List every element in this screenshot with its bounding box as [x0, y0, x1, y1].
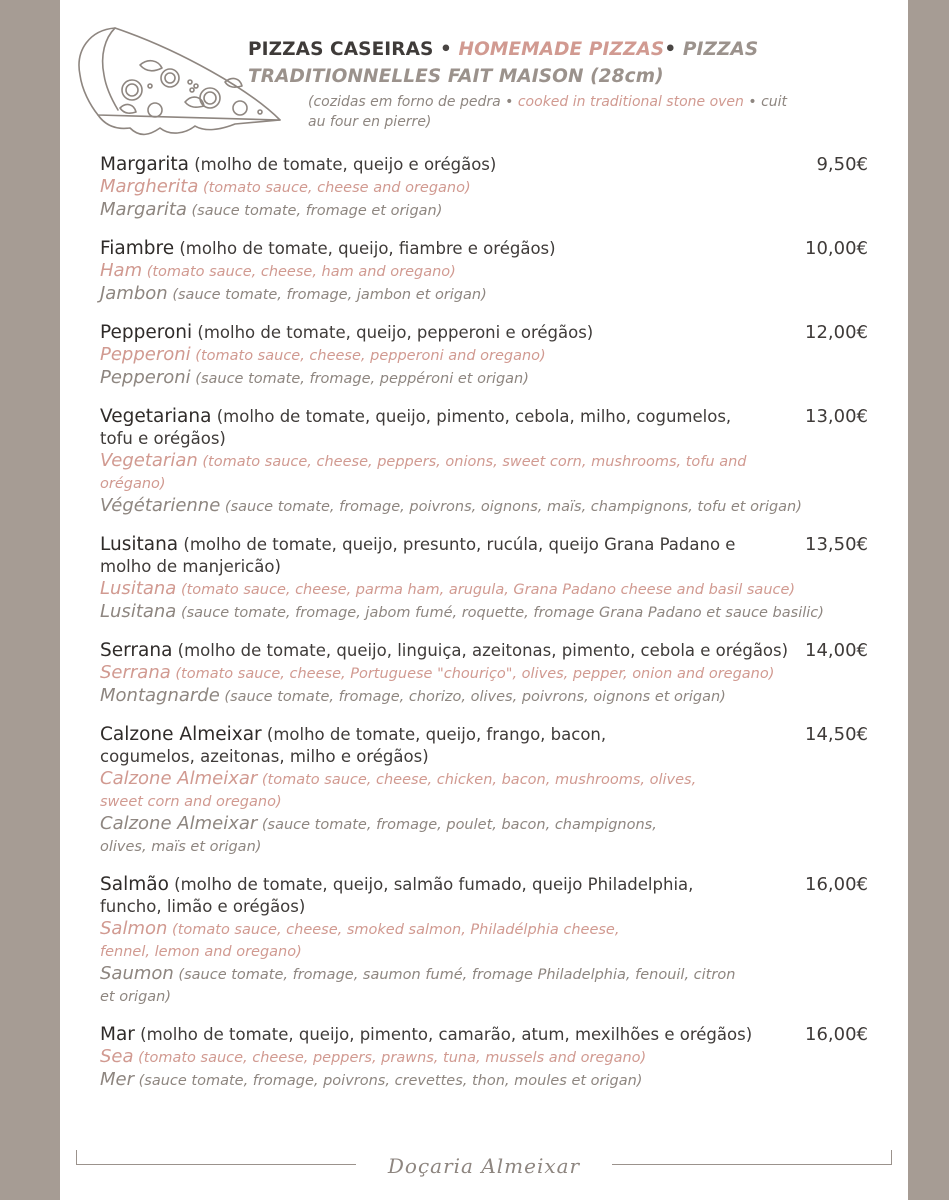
- item-ingredients-pt: (molho de tomate, queijo, pepperoni e orégãos): [192, 323, 594, 342]
- item-ingredients-fr: (sauce tomate, fromage, peppéroni et origan): [190, 371, 529, 387]
- item-description-fr: [100, 813, 700, 858]
- item-ingredients-pt: (molho de tomate, queijo, pimento, camarão, atum, mexilhões e orégãos): [134, 1025, 753, 1044]
- item-description-en: [100, 918, 670, 963]
- item-description-pt: [100, 724, 700, 768]
- subtitle-separator: •: [505, 94, 514, 110]
- item-price: 9,50€: [816, 154, 868, 175]
- item-description-en: [100, 578, 868, 601]
- subtitle-en: cooked in traditional stone oven: [517, 94, 744, 110]
- item-description-en: [100, 450, 800, 495]
- item-name-en: Margherita: [100, 176, 199, 197]
- section-title: [248, 36, 808, 90]
- item-ingredients-en: (tomato sauce, cheese, parma ham, arugula, Grana Padano cheese and basil sauce): [176, 582, 796, 598]
- menu-header: [248, 36, 808, 132]
- menu-item-calzone-almeixar: [100, 724, 868, 858]
- menu-item-vegetariana: [100, 406, 868, 518]
- menu-item-salmao: [100, 874, 868, 1008]
- item-ingredients-en: (tomato sauce, cheese and oregano): [198, 180, 471, 196]
- item-name-fr: Jambon: [100, 283, 168, 304]
- menu-list: [100, 154, 868, 1108]
- item-description-en: [100, 176, 800, 199]
- item-name-fr: Lusitana: [100, 601, 177, 622]
- item-name-pt: Calzone Almeixar: [100, 724, 262, 745]
- item-name-pt: Vegetariana: [100, 406, 212, 427]
- item-name-fr: Saumon: [100, 963, 174, 984]
- item-name-fr: Pepperoni: [100, 367, 191, 388]
- item-description-fr: [100, 367, 860, 390]
- item-ingredients-pt: (molho de tomate, queijo, fiambre e orégãos): [174, 239, 556, 258]
- item-name-fr: Calzone Almeixar: [100, 813, 258, 834]
- item-ingredients-fr: (sauce tomate, fromage et origan): [186, 203, 443, 219]
- item-name-en: Lusitana: [100, 578, 177, 599]
- item-name-en: Serrana: [100, 662, 171, 683]
- item-name-en: Sea: [100, 1046, 134, 1067]
- title-separator: •: [440, 39, 452, 60]
- footer-rule-right: [612, 1164, 892, 1165]
- title-en: HOMEMADE PIZZAS: [458, 39, 665, 60]
- item-price: 13,00€: [805, 406, 868, 427]
- item-ingredients-fr: (sauce tomate, fromage, chorizo, olives, poivrons, oignons et origan): [219, 689, 726, 705]
- menu-page: [60, 0, 908, 1200]
- item-price: 14,00€: [805, 640, 868, 661]
- item-ingredients-pt: (molho de tomate, queijo, pimento, cebola, milho, cogumelos, tofu e orégãos): [100, 407, 732, 448]
- item-description-pt: [100, 640, 800, 662]
- item-name-pt: Lusitana: [100, 534, 179, 555]
- item-ingredients-fr: (sauce tomate, fromage, jabom fumé, roquette, fromage Grana Padano et sauce basilic): [176, 605, 824, 621]
- item-name-en: Calzone Almeixar: [100, 768, 258, 789]
- item-description-fr: [100, 963, 740, 1008]
- item-description-en: [100, 1046, 868, 1069]
- item-price: 16,00€: [805, 874, 868, 895]
- item-description-fr: [100, 199, 860, 222]
- subtitle-fr: cuit au four en pierre): [308, 94, 788, 130]
- item-description-en: [100, 344, 800, 367]
- item-ingredients-en: (tomato sauce, cheese, pepperoni and oregano): [190, 348, 546, 364]
- item-ingredients-en: (tomato sauce, cheese, chicken, bacon, mushrooms, olives, sweet corn and oregano): [100, 772, 697, 810]
- title-fr: PIZZAS TRADITIONNELLES FAIT MAISON (28cm): [248, 39, 759, 87]
- item-name-pt: Serrana: [100, 640, 173, 661]
- item-price: 10,00€: [805, 238, 868, 259]
- item-description-en: [100, 260, 800, 283]
- item-price: 16,00€: [805, 1024, 868, 1045]
- item-ingredients-pt: (molho de tomate, queijo, presunto, rucúla, queijo Grana Padano e molho de manjericão): [100, 535, 736, 576]
- item-description-pt: [100, 534, 760, 578]
- item-name-en: Salmon: [100, 918, 168, 939]
- item-name-fr: Végétarienne: [100, 495, 221, 516]
- item-description-pt: [100, 406, 760, 450]
- item-description-pt: [100, 238, 760, 260]
- menu-item-serrana: [100, 640, 868, 708]
- item-description-fr: [100, 283, 860, 306]
- item-name-pt: Mar: [100, 1024, 135, 1045]
- item-price: 13,50€: [805, 534, 868, 555]
- item-ingredients-en: (tomato sauce, cheese, ham and oregano): [142, 264, 456, 280]
- item-ingredients-fr: (sauce tomate, fromage, poulet, bacon, champignons, olives, maïs et origan): [100, 817, 657, 855]
- item-name-en: Ham: [100, 260, 143, 281]
- item-price: 12,00€: [805, 322, 868, 343]
- footer-rule-tick-right: [891, 1150, 892, 1165]
- item-ingredients-en: (tomato sauce, cheese, smoked salmon, Philadélphia cheese, fennel, lemon and oregano): [100, 922, 620, 960]
- item-name-en: Vegetarian: [100, 450, 198, 471]
- item-ingredients-en: (tomato sauce, cheese, peppers, prawns, tuna, mussels and oregano): [133, 1050, 647, 1066]
- item-ingredients-pt: (molho de tomate, queijo e orégãos): [189, 155, 497, 174]
- item-description-pt: [100, 322, 760, 344]
- menu-item-mar: [100, 1024, 868, 1092]
- item-ingredients-fr: (sauce tomate, fromage, poivrons, crevettes, thon, moules et origan): [134, 1073, 643, 1089]
- page-footer: [76, 1150, 892, 1180]
- footer-brand: Doçaria Almeixar: [387, 1154, 581, 1178]
- subtitle-separator: •: [748, 94, 757, 110]
- item-description-en: [100, 768, 700, 813]
- menu-item-lusitana: [100, 534, 868, 624]
- item-description-fr: [100, 1069, 868, 1092]
- item-name-fr: Margarita: [100, 199, 187, 220]
- menu-item-margarita: [100, 154, 868, 222]
- item-name-pt: Pepperoni: [100, 322, 193, 343]
- item-ingredients-fr: (sauce tomate, fromage, saumon fumé, fromage Philadelphia, fenouil, citron et origan): [100, 967, 736, 1005]
- item-description-fr: [100, 495, 860, 518]
- item-description-pt: [100, 154, 760, 176]
- item-ingredients-en: (tomato sauce, cheese, Portuguese "chouriço", olives, pepper, onion and oregano): [170, 666, 775, 682]
- item-ingredients-fr: (sauce tomate, fromage, jambon et origan): [167, 287, 487, 303]
- menu-item-fiambre: [100, 238, 868, 306]
- item-description-fr: [100, 685, 868, 708]
- item-ingredients-pt: (molho de tomate, queijo, linguiça, azeitonas, pimento, cebola e orégãos): [172, 641, 789, 660]
- item-name-fr: Mer: [100, 1069, 135, 1090]
- item-ingredients-pt: (molho de tomate, queijo, salmão fumado, queijo Philadelphia, funcho, limão e orégãos): [100, 875, 694, 916]
- item-ingredients-fr: (sauce tomate, fromage, poivrons, oignons, maïs, champignons, tofu et origan): [220, 499, 802, 515]
- item-description-en: [100, 662, 868, 685]
- item-description-pt: [100, 874, 740, 918]
- item-description-pt: [100, 1024, 780, 1046]
- item-name-fr: Montagnarde: [100, 685, 220, 706]
- item-ingredients-en: (tomato sauce, cheese, peppers, onions, sweet corn, mushrooms, tofu and orégano): [100, 454, 747, 492]
- item-name-pt: Salmão: [100, 874, 169, 895]
- item-name-pt: Margarita: [100, 154, 189, 175]
- menu-item-pepperoni: [100, 322, 868, 390]
- item-ingredients-pt: (molho de tomate, queijo, frango, bacon, cogumelos, azeitonas, milho e orégãos): [100, 725, 607, 766]
- item-name-pt: Fiambre: [100, 238, 175, 259]
- item-description-fr: [100, 601, 868, 624]
- section-subtitle: [308, 92, 808, 132]
- title-separator: •: [664, 39, 677, 60]
- subtitle-pt: (cozidas em forno de pedra: [308, 94, 501, 110]
- item-price: 14,50€: [805, 724, 868, 745]
- item-name-en: Pepperoni: [100, 344, 191, 365]
- title-pt: PIZZAS CASEIRAS: [248, 39, 434, 60]
